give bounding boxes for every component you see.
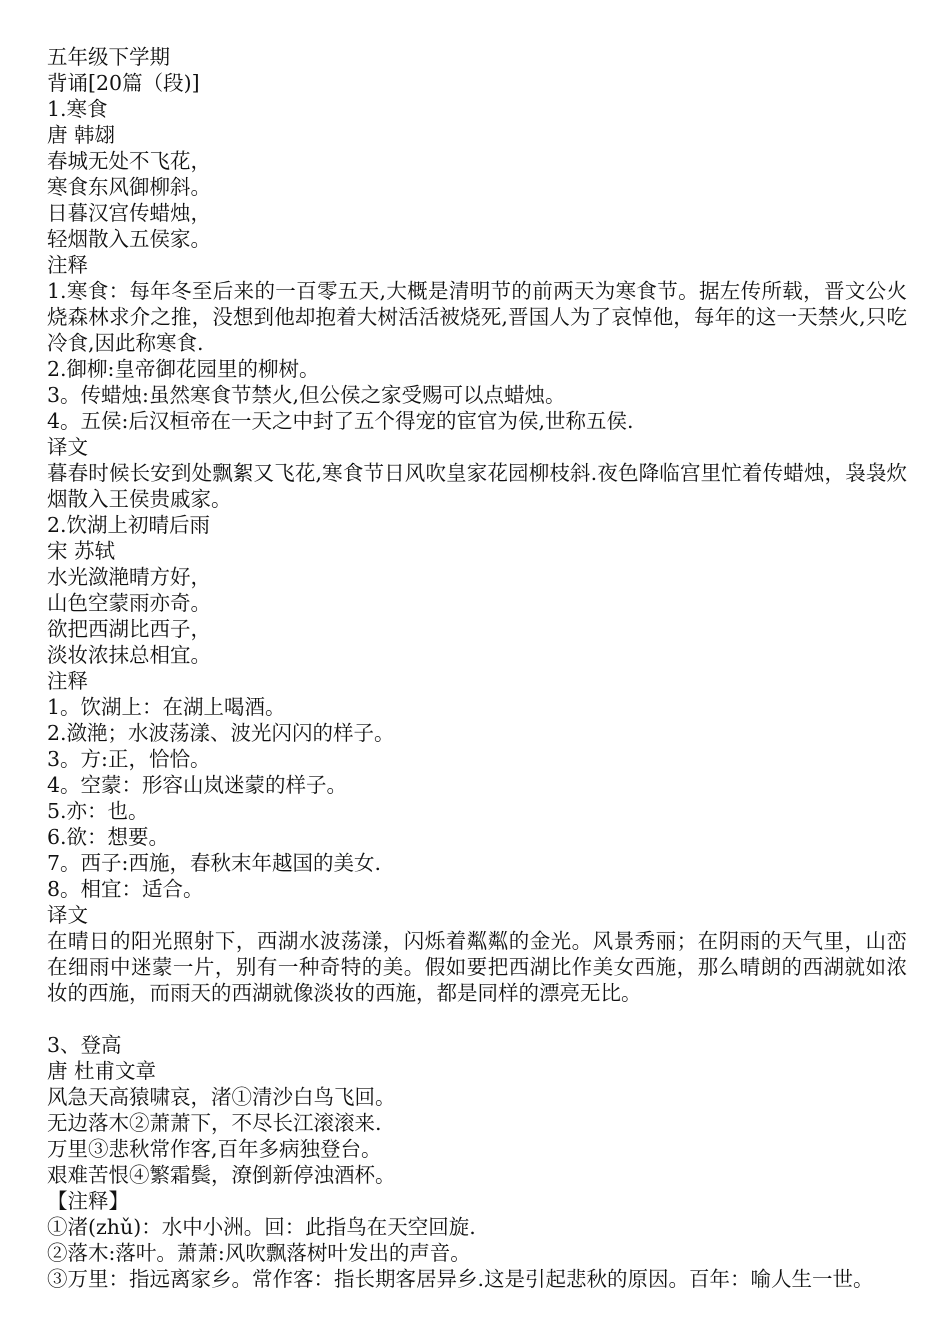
note-item: 4。五侯:后汉桓帝在一天之中封了五个得宠的宦官为侯,世称五侯.	[47, 409, 634, 433]
poem-line: 淡妆浓抹总相宜。	[47, 643, 211, 667]
poem-line: 春城无处不飞花，	[47, 149, 211, 173]
document-title: 五年级下学期	[47, 45, 170, 69]
translation-text: 暮春时候长安到处飘絮又飞花,寒食节日风吹皇家花园柳枝斜.夜色降临宫里忙着传蜡烛，袅袅炊烟散入王侯贵戚家。	[47, 461, 907, 511]
poem-line: 轻烟散入五侯家。	[47, 227, 211, 251]
note-item: ②落木:落叶。萧萧:风吹飘落树叶发出的声音。	[47, 1241, 471, 1265]
poem-line: 风急天高猿啸哀，渚①清沙白鸟飞回。	[47, 1085, 396, 1109]
blank-line	[47, 1006, 907, 1032]
note-item: ①渚(zhǔ)：水中小洲。回：此指鸟在天空回旋.	[47, 1215, 476, 1239]
note-item: 2.御柳:皇帝御花园里的柳树。	[47, 357, 320, 381]
notes-heading: 注释	[47, 669, 88, 693]
note-item: 7。西子:西施，春秋末年越国的美女.	[47, 851, 381, 875]
note-item: 3。方:正，恰恰。	[47, 747, 211, 771]
poem-line: 寒食东风御柳斜。	[47, 175, 211, 199]
poem-line: 万里③悲秋常作客,百年多病独登台。	[47, 1137, 382, 1161]
notes-heading: 注释	[47, 253, 88, 277]
note-item: 1。饮湖上：在湖上喝酒。	[47, 695, 286, 719]
note-item: 6.欲：想要。	[47, 825, 170, 849]
poem-line: 艰难苦恨④繁霜鬓，潦倒新停浊酒杯。	[47, 1163, 396, 1187]
poem-author: 唐 杜甫文章	[47, 1059, 157, 1083]
poem-title: 1.寒食	[47, 97, 108, 121]
translation-heading: 译文	[47, 903, 88, 927]
document-page	[47, 44, 907, 1292]
poem-title: 2.饮湖上初晴后雨	[47, 513, 211, 537]
note-item: 8。相宜：适合。	[47, 877, 204, 901]
note-item: 5.亦：也。	[47, 799, 149, 823]
translation-heading: 译文	[47, 435, 88, 459]
poem-line: 水光潋滟晴方好，	[47, 565, 211, 589]
poem-title: 3、登高	[47, 1033, 122, 1057]
notes-heading: 【注释】	[47, 1189, 129, 1213]
poem-line: 无边落木②萧萧下，不尽长江滚滚来.	[47, 1111, 382, 1135]
note-item: 4。空蒙：形容山岚迷蒙的样子。	[47, 773, 348, 797]
note-item: 3。传蜡烛:虽然寒食节禁火,但公侯之家受赐可以点蜡烛。	[47, 383, 566, 407]
poem-line: 日暮汉宫传蜡烛，	[47, 201, 211, 225]
translation-text: 在晴日的阳光照射下，西湖水波荡漾，闪烁着粼粼的金光。风景秀丽；在阴雨的天气里，山峦在细雨中迷蒙一片，别有一种奇特的美。假如要把西湖比作美女西施，那么晴朗的西湖就如浓妆的西施，而雨天的西湖就像淡妆的西施，都是同样的漂亮无比。	[47, 929, 907, 1005]
poem-author: 宋 苏轼	[47, 539, 116, 563]
document-subtitle: 背诵[20篇（段)]	[47, 71, 200, 95]
poem-line: 欲把西湖比西子，	[47, 617, 211, 641]
poem-line: 山色空蒙雨亦奇。	[47, 591, 211, 615]
note-item: ③万里：指远离家乡。常作客：指长期客居异乡.这是引起悲秋的原因。百年：喻人生一世。	[47, 1267, 874, 1291]
poem-author: 唐 韩翃	[47, 123, 116, 147]
note-item: 2.潋滟；水波荡漾、波光闪闪的样子。	[47, 721, 395, 745]
note-item: 1.寒食：每年冬至后来的一百零五天,大概是清明节的前两天为寒食节。据左传所载，晋文公火烧森林求介之推，没想到他却抱着大树活活被烧死,晋国人为了哀悼他，每年的这一天禁火,只吃冷食,因此称寒食.	[47, 279, 907, 355]
